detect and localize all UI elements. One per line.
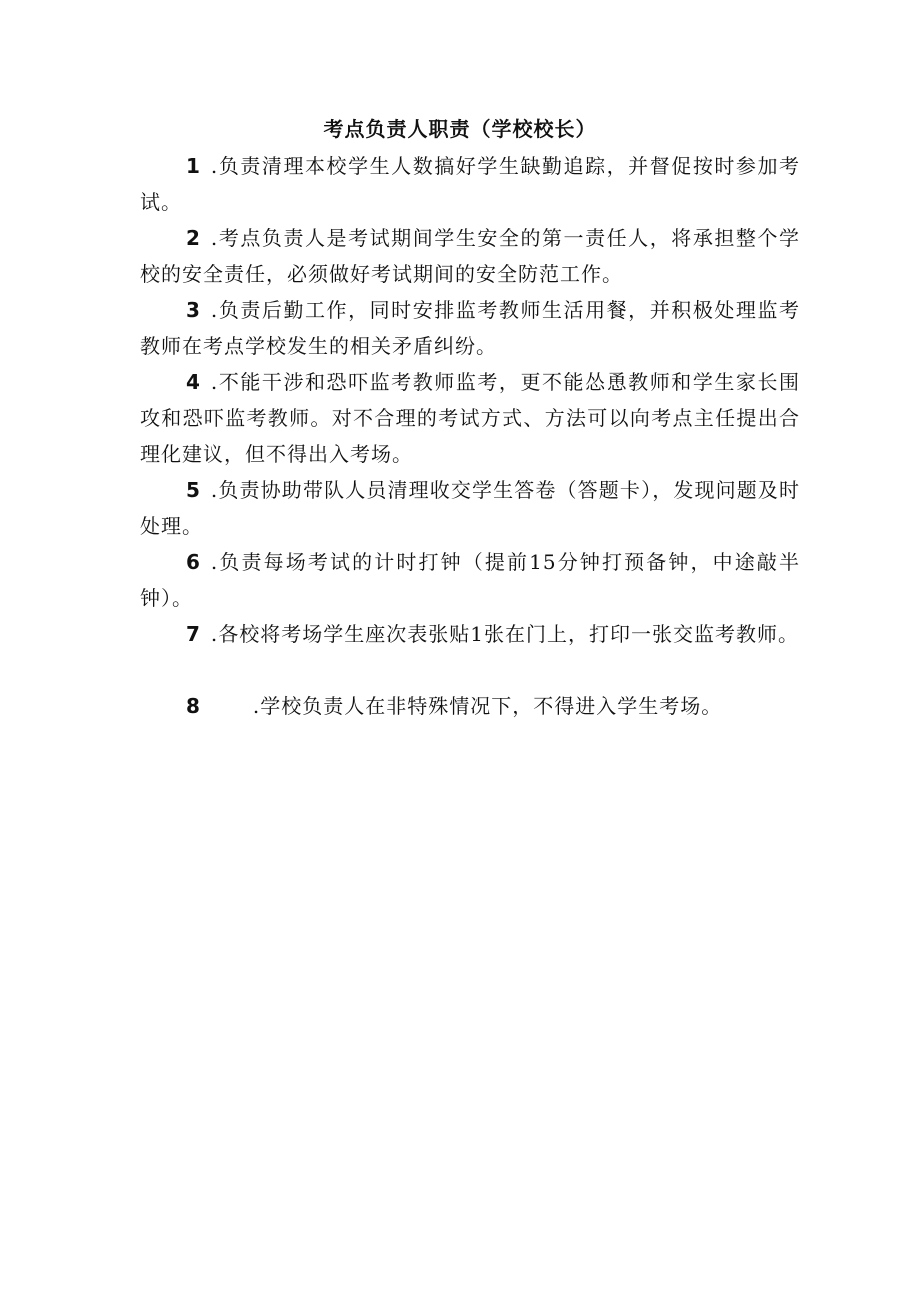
item-number: 4 xyxy=(186,370,201,394)
duty-item-5 xyxy=(140,472,800,544)
item-number: 1 xyxy=(186,154,201,178)
document-title: 考点负责人职责（学校校长） xyxy=(323,117,597,141)
item-text: .负责协助带队人员清理收交学生答卷（答题卡），发现问题及时处理。 xyxy=(140,478,800,538)
item-text: .考点负责人是考试期间学生安全的第一责任人，将承担整个学校的安全责任，必须做好考试期间的安全防范工作。 xyxy=(140,226,800,286)
item-number: 2 xyxy=(186,226,201,250)
item-text: .各校将考场学生座次表张贴1张在门上，打印一张交监考教师。 xyxy=(210,622,800,646)
item-text: .负责每场考试的计时打钟（提前15分钟打预备钟，中途敲半钟）。 xyxy=(140,550,800,610)
duty-item-3 xyxy=(140,292,800,364)
item-number: 6 xyxy=(186,550,201,574)
item-number: 5 xyxy=(186,478,201,502)
item-text: .学校负责人在非特殊情况下，不得进入学生考场。 xyxy=(252,694,723,718)
duty-item-7 xyxy=(140,616,800,652)
item-number: 3 xyxy=(186,298,201,322)
item-text: .不能干涉和恐吓监考教师监考，更不能怂恿教师和学生家长围攻和恐吓监考教师。对不合理的考试方式、方法可以向考点主任提出合理化建议，但不得出入考场。 xyxy=(140,370,800,466)
item-number: 7 xyxy=(186,622,201,646)
item-text: .负责清理本校学生人数搞好学生缺勤追踪，并督促按时参加考试。 xyxy=(140,154,800,214)
duty-item-4 xyxy=(140,364,800,472)
duty-item-1 xyxy=(140,148,800,220)
item-text: .负责后勤工作，同时安排监考教师生活用餐，并积极处理监考教师在考点学校发生的相关矛盾纠纷。 xyxy=(140,298,800,358)
item-number: 8 xyxy=(186,694,201,718)
duty-item-8 xyxy=(140,688,800,724)
duty-item-2 xyxy=(140,220,800,292)
duty-item-6 xyxy=(140,544,800,616)
